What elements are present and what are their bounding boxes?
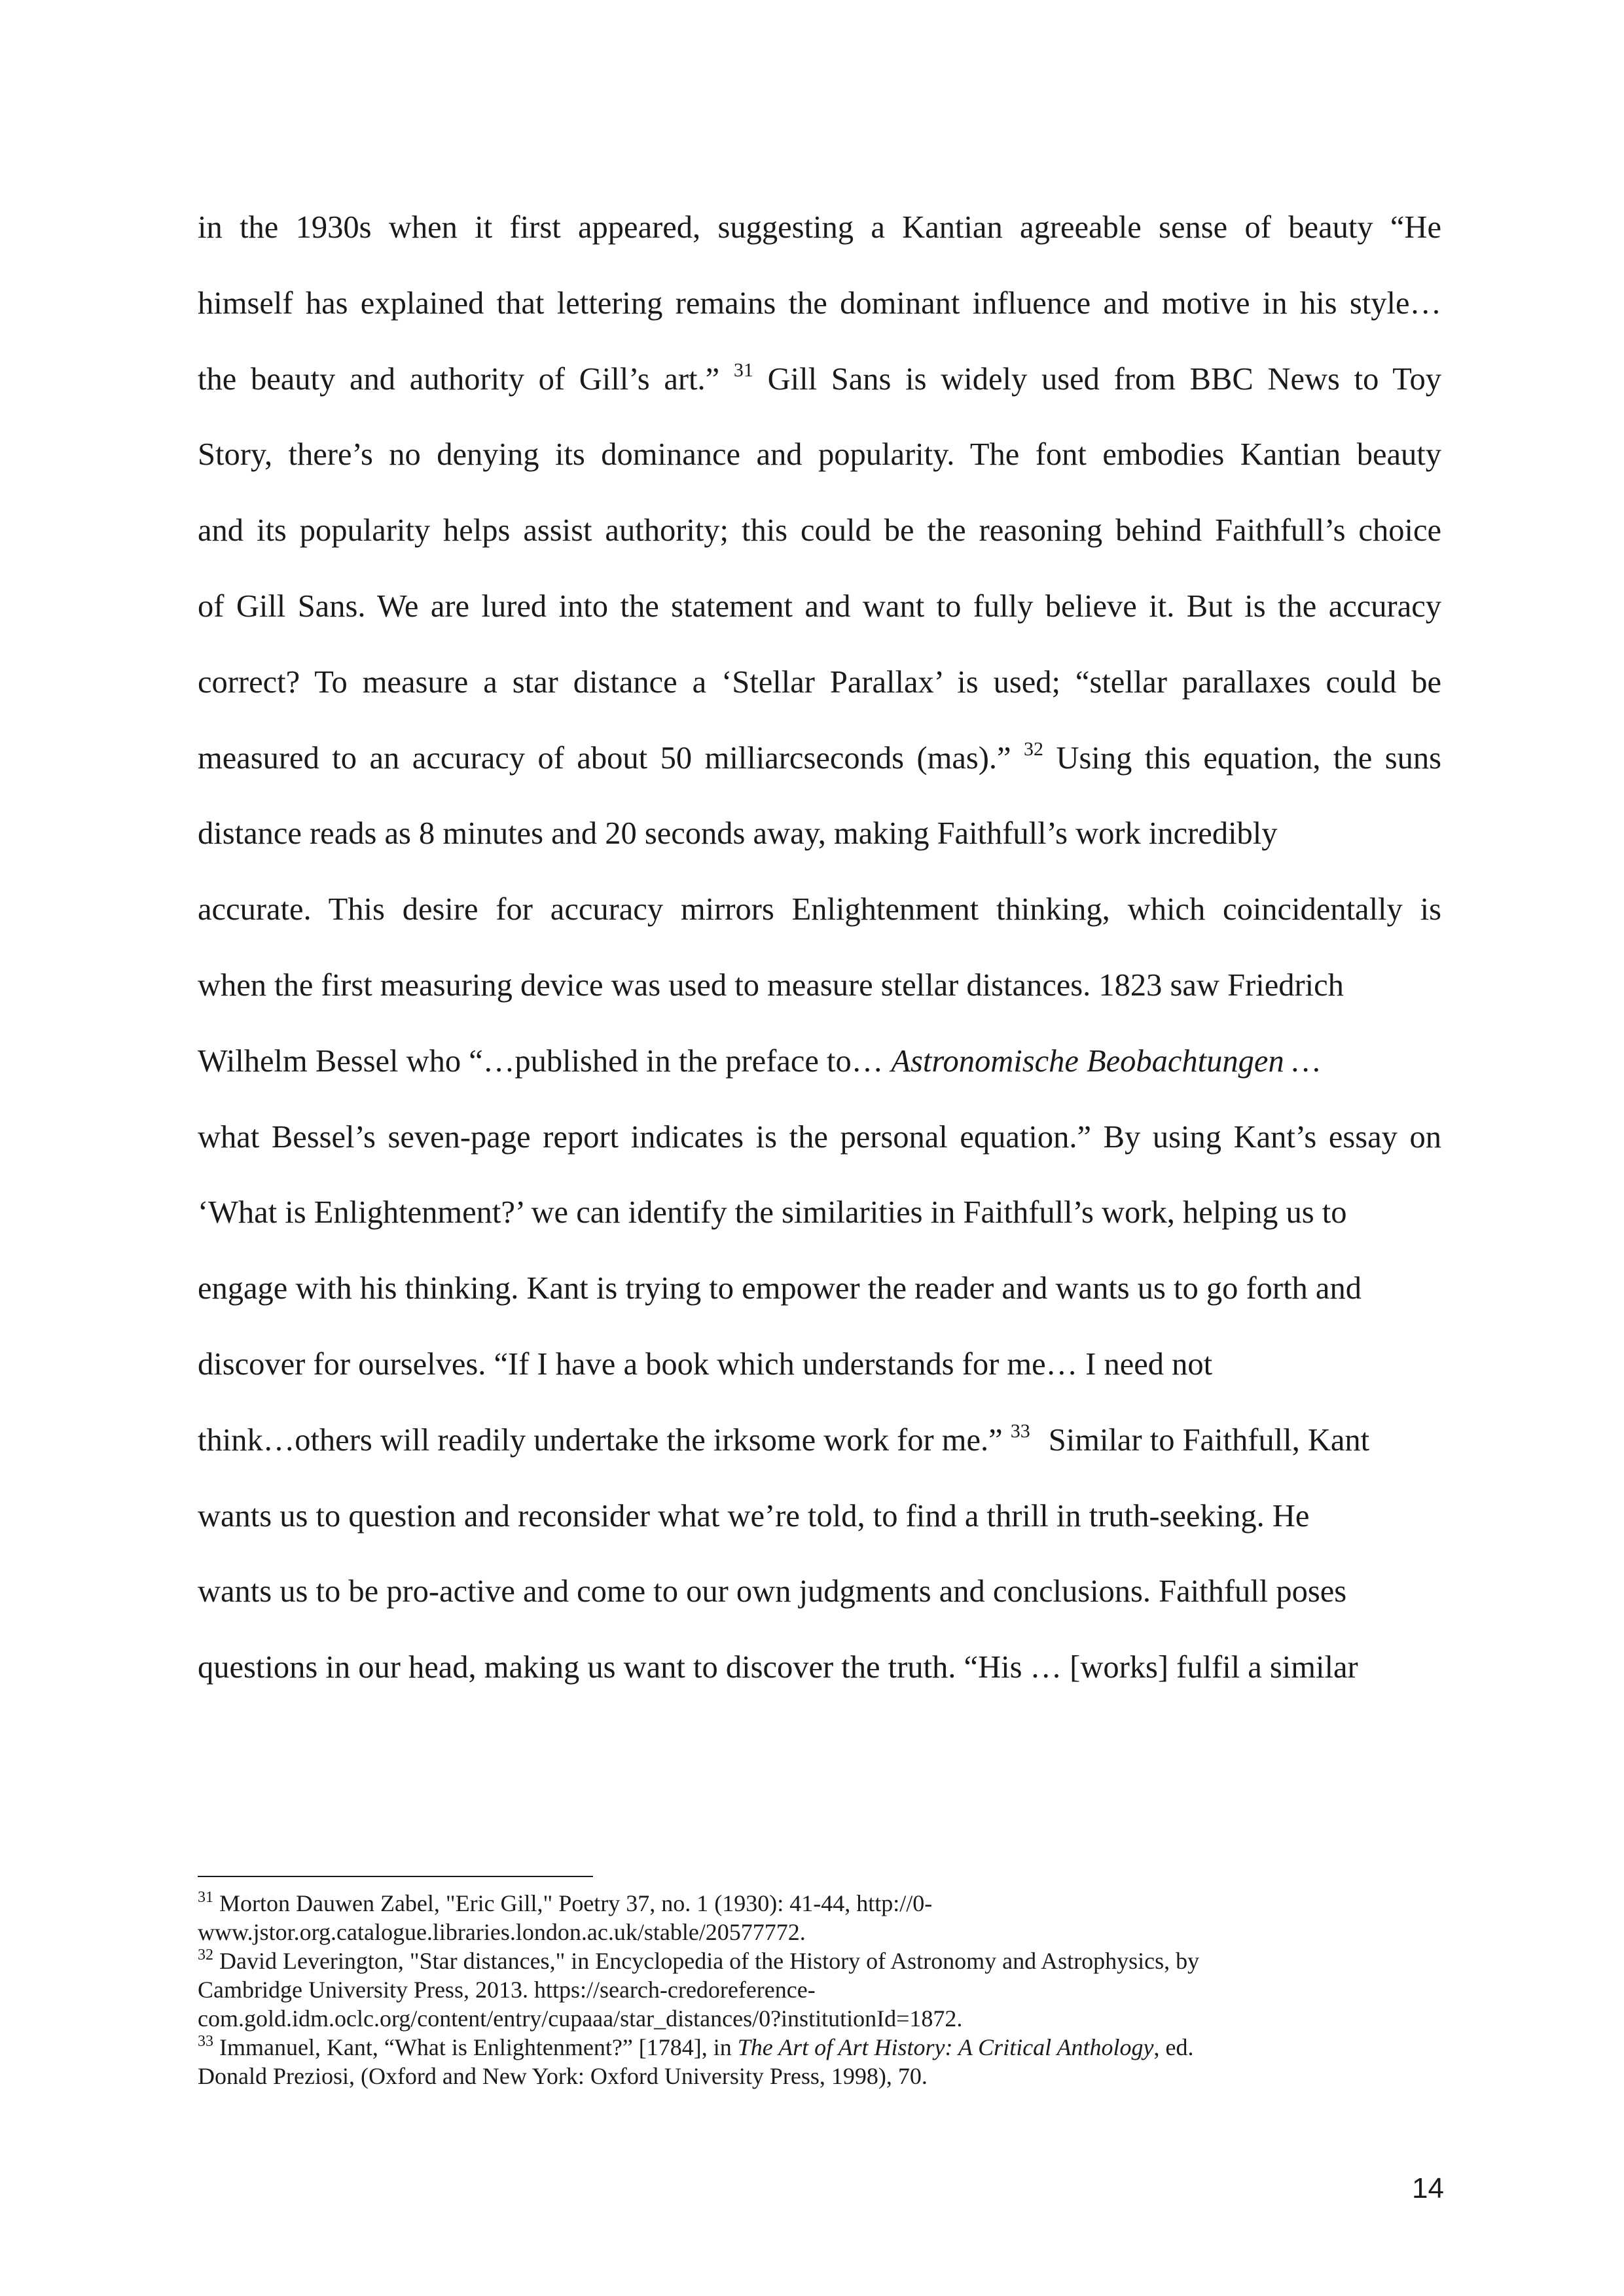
body-line: himself has explained that lettering remains the dominant influence and motive in his style… xyxy=(198,285,1441,321)
body-line xyxy=(198,1024,1441,1100)
body-line: discover for ourselves. “If I have a book which understands for me… I need not xyxy=(198,1346,1213,1382)
body-line: and its popularity helps assist authority; this could be the reasoning behind Faithfull’s choice xyxy=(198,513,1441,548)
footnote-number: 33 xyxy=(198,2033,213,2050)
footnote-31 xyxy=(198,1889,1441,1918)
body-text-segment: measured to an accuracy of about 50 milliarcseconds (mas).” xyxy=(198,740,1024,776)
body-text-segment: Using this equation, the suns xyxy=(1043,740,1441,776)
footnote-32 xyxy=(198,1946,1441,1975)
footnotes-section xyxy=(198,1889,1441,2090)
body-text-segment: Wilhelm Bessel who “…published in the preface to… xyxy=(198,1043,892,1079)
footnote-text: Morton Dauwen Zabel, "Eric Gill," Poetry 37, no. 1 (1930): 41-44, http://0- xyxy=(213,1890,933,1916)
footnote-ref-32[interactable]: 32 xyxy=(1024,738,1044,760)
body-line: wants us to be pro-active and come to our own judgments and conclusions. Faithfull poses xyxy=(198,1574,1347,1609)
page-number: 14 xyxy=(1412,2172,1444,2204)
body-line: when the first measuring device was used to measure stellar distances. 1823 saw Friedrich xyxy=(198,967,1344,1003)
footnote-text: , ed. xyxy=(1153,2034,1194,2060)
body-line: correct? To measure a star distance a ‘Stellar Parallax’ is used; “stellar parallaxes could be xyxy=(198,664,1441,700)
footnote-33-cont: Donald Preziosi, (Oxford and New York: Oxford University Press, 1998), 70. xyxy=(198,2063,928,2089)
body-line: engage with his thinking. Kant is trying to empower the reader and wants us to go forth and xyxy=(198,1271,1362,1306)
footnote-32-cont: Cambridge University Press, 2013. https://search-credoreference- xyxy=(198,1977,816,2003)
body-text-segment: Gill Sans is widely used from BBC News to Toy xyxy=(753,361,1441,397)
italic-book-title: The Art of Art History: A Critical Anthology xyxy=(737,2034,1154,2060)
body-line xyxy=(198,721,1441,797)
footnote-32-cont: com.gold.idm.oclc.org/content/entry/cupaaa/star_distances/0?institutionId=1872. xyxy=(198,2005,963,2032)
footnote-separator xyxy=(198,1876,593,1877)
body-line: of Gill Sans. We are lured into the statement and want to fully believe it. But is the accuracy xyxy=(198,588,1441,624)
body-line xyxy=(198,1403,1441,1479)
footnote-33 xyxy=(198,2033,1441,2062)
body-paragraph xyxy=(198,190,1441,1706)
footnote-text: Immanuel, Kant, “What is Enlightenment?” [1784], in xyxy=(213,2034,738,2060)
footnote-number: 31 xyxy=(198,1889,213,1906)
body-line: in the 1930s when it first appeared, suggesting a Kantian agreeable sense of beauty “He xyxy=(198,210,1441,245)
body-line: questions in our head, making us want to discover the truth. “His … [works] fulfil a similar xyxy=(198,1650,1358,1685)
footnote-number: 32 xyxy=(198,1946,213,1964)
italic-book-title: Astronomische Beobachtungen … xyxy=(891,1043,1320,1079)
body-text-segment: think…others will readily undertake the irksome work for me.” xyxy=(198,1422,1011,1458)
body-line: accurate. This desire for accuracy mirrors Enlightenment thinking, which coincidentally is xyxy=(198,892,1441,927)
body-line: wants us to question and reconsider what we’re told, to find a thrill in truth-seeking. He xyxy=(198,1498,1310,1534)
body-line: what Bessel’s seven-page report indicates is the personal equation.” By using Kant’s essay on xyxy=(198,1119,1441,1155)
body-line: Story, there’s no denying its dominance and popularity. The font embodies Kantian beauty xyxy=(198,437,1441,473)
body-line: distance reads as 8 minutes and 20 seconds away, making Faithfull’s work incredibly xyxy=(198,816,1278,852)
footnote-31-cont: www.jstor.org.catalogue.libraries.london.ac.uk/stable/20577772. xyxy=(198,1919,806,1945)
body-text-segment: Similar to Faithfull, Kant xyxy=(1048,1422,1370,1458)
footnote-ref-31[interactable]: 31 xyxy=(733,359,753,381)
body-line xyxy=(198,342,1441,418)
footnote-text: David Leverington, "Star distances," in Encyclopedia of the History of Astronomy and Astrophysics, by xyxy=(213,1948,1200,1974)
footnote-ref-33[interactable]: 33 xyxy=(1010,1420,1030,1442)
body-text-segment: the beauty and authority of Gill’s art.” xyxy=(198,361,734,397)
body-line: ‘What is Enlightenment?’ we can identify the similarities in Faithfull’s work, helping us to xyxy=(198,1195,1347,1230)
